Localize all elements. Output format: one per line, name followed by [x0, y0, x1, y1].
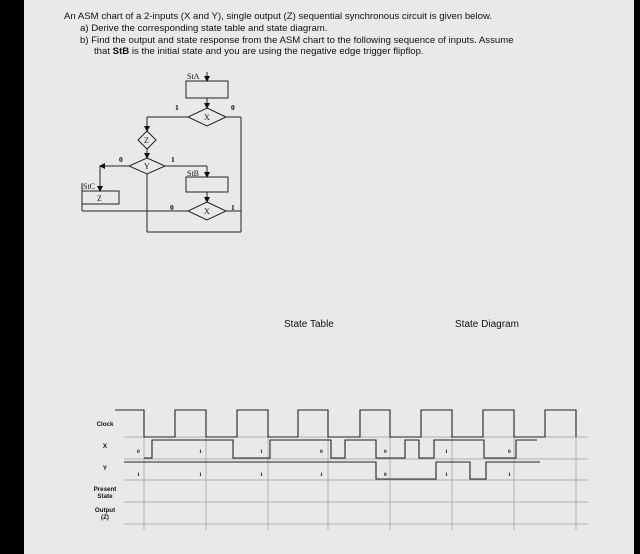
y-value-label: 1: [320, 472, 323, 478]
problem-part-b-continued: that StB is the initial state and you are using the negative edge trigger flipflop.: [94, 46, 424, 57]
x-value-label: 0: [320, 449, 323, 455]
x1-true-label: 1: [175, 103, 179, 112]
state-c-label: StC: [83, 182, 96, 191]
y-label: Y: [102, 465, 108, 472]
clock-label: Clock: [96, 421, 114, 428]
x-waveform: [144, 440, 537, 458]
y-value-label: 1: [508, 472, 511, 478]
state-diagram-label: State Diagram: [455, 319, 519, 330]
decision-y-label: Y: [144, 162, 150, 171]
x-label: X: [102, 443, 108, 450]
x-value-label: 0: [384, 449, 387, 455]
present-state-label: Present State: [93, 486, 117, 500]
x-value-label: 0: [137, 449, 140, 455]
clock-waveform: [115, 410, 576, 437]
y-false-label: 0: [119, 155, 123, 164]
output-z-label: Z: [97, 194, 102, 203]
x1-false-label: 0: [231, 103, 235, 112]
y-value-label: 1: [199, 472, 202, 478]
state-b-label: StB: [187, 169, 200, 178]
x-value-label: 1: [260, 449, 263, 455]
y-value-label: 1: [137, 472, 140, 478]
initial-state-name: StB: [112, 46, 130, 57]
state-table-label: State Table: [284, 319, 334, 330]
problem-part-a: a) Derive the corresponding state table and state diagram.: [80, 23, 328, 34]
x2-true-label: 1: [231, 203, 235, 212]
problem-part-b: b) Find the output and state response from the ASM chart to the following sequence of inputs. Assume: [80, 35, 514, 46]
output-label: Output (Z): [94, 507, 116, 521]
x-value-label: 0: [508, 449, 511, 455]
problem-intro: An ASM chart of a 2-inputs (X and Y), single output (Z) sequential synchronous circuit is given below.: [64, 11, 493, 22]
y-value-label: 1: [445, 472, 448, 478]
y-value-label: 0: [384, 472, 387, 478]
x-value-label: 1: [445, 449, 448, 455]
state-a-label: StA: [187, 72, 200, 81]
decision-x1-label: X: [204, 113, 210, 122]
decision-z-label: Z: [144, 136, 149, 145]
y-waveform: [124, 462, 540, 479]
y-true-label: 1: [171, 155, 175, 164]
y-value-label: 1: [260, 472, 263, 478]
x-value-label: 1: [199, 449, 202, 455]
decision-x2-label: X: [204, 207, 210, 216]
x2-false-label: 0: [170, 203, 174, 212]
